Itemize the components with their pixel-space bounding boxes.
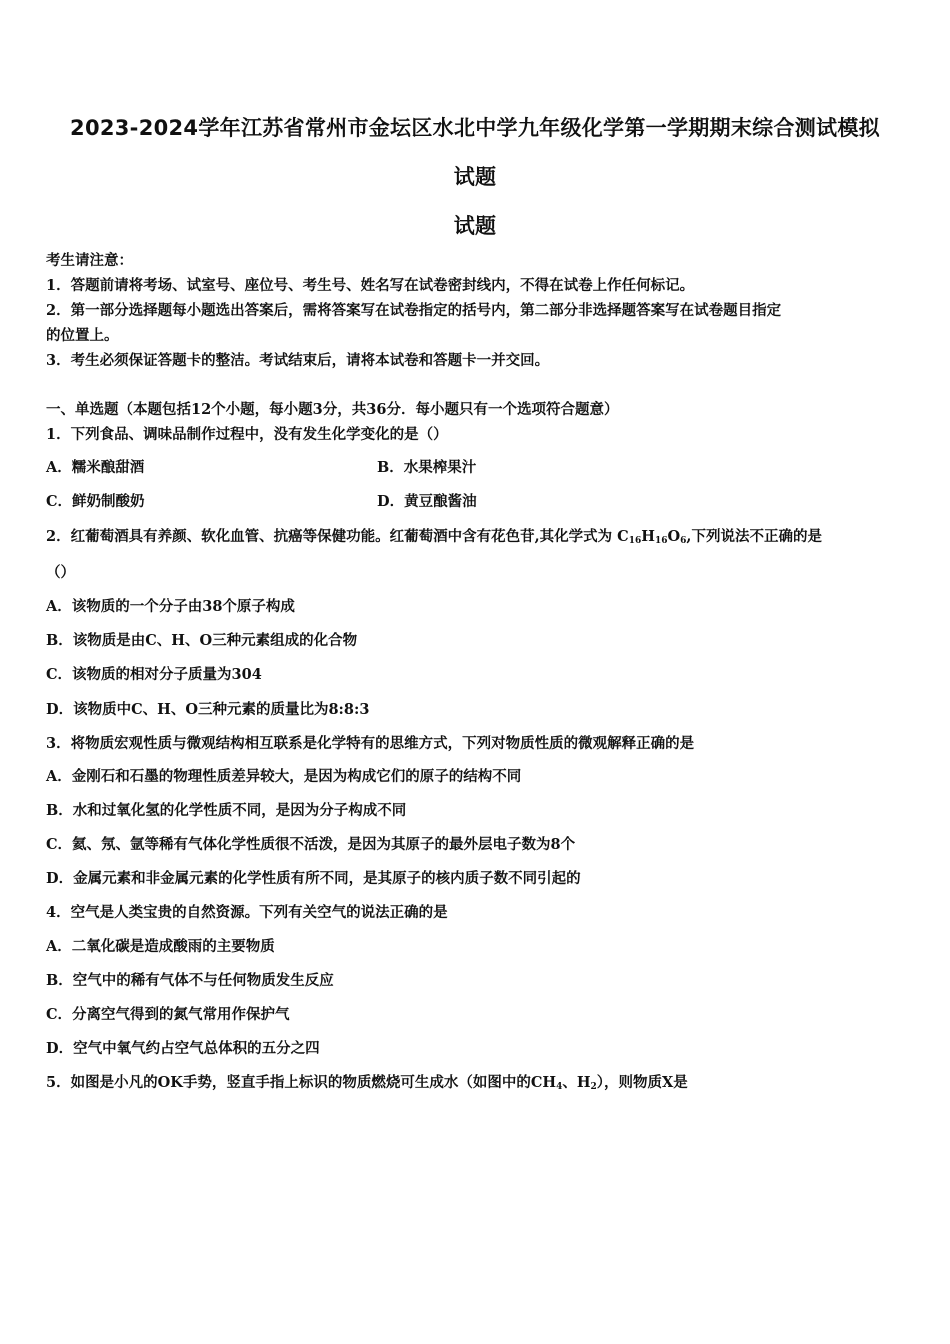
question-4-option-d: D．空气中氧气约占空气总体积的五分之四: [46, 1040, 320, 1057]
formula-subscript: 6: [680, 536, 687, 546]
question-1-option-d: D．黄豆酿酱油: [377, 493, 477, 510]
formula-subscript: 4: [556, 1082, 563, 1092]
question-2-stem-cont: （）: [46, 564, 75, 581]
question-2-option-c: C．该物质的相对分子质量为304: [46, 666, 262, 683]
question-1-option-c: C．鲜奶制酸奶: [46, 493, 145, 510]
formula-element: 、H: [562, 1074, 591, 1091]
question-2-stem: [46, 527, 822, 547]
question-3-option-c: C．氦、氖、氩等稀有气体化学性质很不活泼，是因为其原子的最外层电子数为8个: [46, 836, 576, 853]
question-5-stem-tail: ），则物质X是: [596, 1074, 688, 1091]
document-title: 2023-2024学年江苏省常州市金坛区水北中学九年级化学第一学期期末综合测试模拟: [70, 116, 880, 140]
question-5-stem: [46, 1073, 688, 1093]
question-3-option-d: D．金属元素和非金属元素的化学性质有所不同，是其原子的核内质子数不同引起的: [46, 870, 581, 887]
formula-subscript: 16: [654, 536, 668, 546]
formula-element: H: [641, 528, 655, 545]
question-2-option-b: B．该物质是由C、H、O三种元素组成的化合物: [46, 632, 358, 649]
question-4-option-c: C．分离空气得到的氮气常用作保护气: [46, 1006, 290, 1023]
document-title-cont: 试题: [453, 165, 497, 189]
section-heading: 一、单选题（本题包括12个小题，每小题3分，共36分．每小题只有一个选项符合题意）: [46, 401, 619, 418]
notice-heading: 考生请注意：: [46, 252, 133, 269]
formula-element: O: [667, 528, 681, 545]
question-5-stem-text: 5．如图是小凡的OK手势，竖直手指上标识的物质燃烧可生成水（如图中的CH: [46, 1074, 557, 1091]
notice-item: 3．考生必须保证答题卡的整洁。考试结束后，请将本试卷和答题卡一并交回。: [46, 352, 550, 369]
document-subtitle: 试题: [453, 214, 497, 238]
question-2-stem-tail: ,下列说法不正确的是: [686, 528, 822, 545]
notice-item: 的位置上。: [46, 327, 119, 344]
formula-subscript: 2: [590, 1082, 597, 1092]
question-3-option-b: B．水和过氧化氢的化学性质不同，是因为分子构成不同: [46, 802, 407, 819]
question-1-stem: 1．下列食品、调味品制作过程中，没有发生化学变化的是（）: [46, 426, 448, 443]
question-4-option-a: A．二氧化碳是造成酸雨的主要物质: [46, 938, 275, 955]
formula-subscript: 16: [628, 536, 642, 546]
question-2-option-d: D．该物质中C、H、O三种元素的质量比为8:8:3: [46, 701, 370, 718]
question-4-option-b: B．空气中的稀有气体不与任何物质发生反应: [46, 972, 334, 989]
notice-item: 2．第一部分选择题每小题选出答案后，需将答案写在试卷指定的括号内，第二部分非选择题答案写在试卷题目指定: [46, 302, 782, 319]
question-1-option-b: B．水果榨果汁: [377, 459, 477, 476]
question-3-stem: 3．将物质宏观性质与微观结构相互联系是化学特有的思维方式，下列对物质性质的微观解释正确的是: [46, 735, 695, 752]
question-2-stem-text: 2．红葡萄酒具有养颜、软化血管、抗癌等保健功能。红葡萄酒中含有花色苷,其化学式为 C: [46, 528, 629, 545]
question-4-stem: 4．空气是人类宝贵的自然资源。下列有关空气的说法正确的是: [46, 904, 448, 921]
question-3-option-a: A．金刚石和石墨的物理性质差异较大，是因为构成它们的原子的结构不同: [46, 768, 522, 785]
question-1-option-a: A．糯米酿甜酒: [46, 459, 145, 476]
question-2-option-a: A．该物质的一个分子由38个原子构成: [46, 598, 295, 615]
notice-item: 1．答题前请将考场、试室号、座位号、考生号、姓名写在试卷密封线内，不得在试卷上作任何标记。: [46, 277, 695, 294]
